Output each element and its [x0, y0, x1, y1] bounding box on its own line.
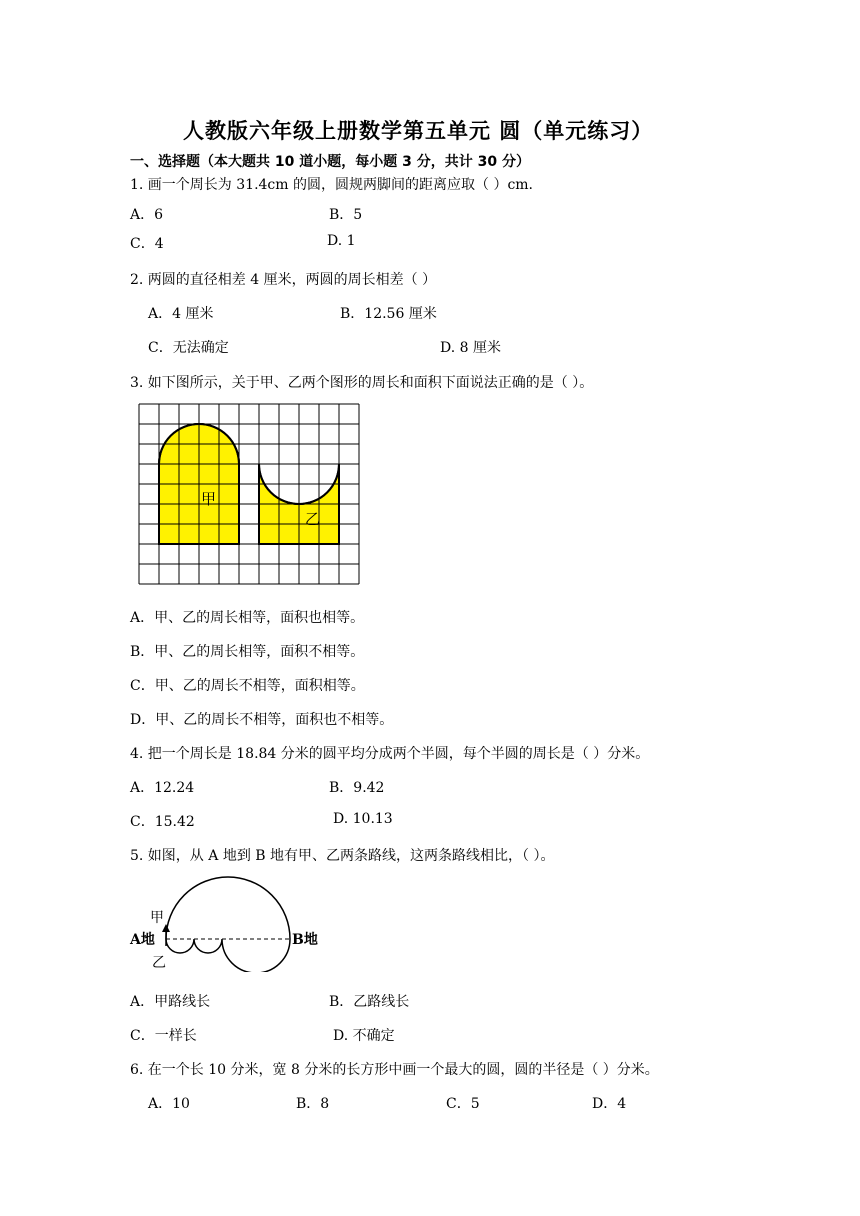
q3-option-a: A．甲、乙的周长相等，面积也相等。	[130, 610, 365, 626]
q5-route-figure	[128, 872, 328, 972]
question-4-stem: 4. 把一个周长是 18.84 分米的圆平均分成两个半圆，每个半圆的周长是（ ）分米。	[130, 746, 650, 762]
q5-option-b: B．乙路线长	[329, 994, 410, 1010]
label-route-jia: 甲	[150, 910, 164, 926]
q4-option-d: D. 10.13	[333, 811, 393, 827]
route-jia	[166, 877, 290, 939]
q1-option-a: A．6	[130, 207, 164, 223]
q4-option-b: B．9.42	[329, 780, 385, 796]
q2-option-a: A．4 厘米	[148, 306, 214, 322]
label-yi: 乙	[305, 510, 321, 528]
q3-grid-figure	[135, 402, 360, 589]
q4-option-c: C．15.42	[130, 814, 195, 830]
q1-option-d: D. 1	[327, 233, 356, 249]
q3-option-d: D．甲、乙的周长不相等，面积也不相等。	[130, 712, 394, 728]
q2-option-b: B．12.56 厘米	[340, 306, 437, 322]
page-title: 人教版六年级上册数学第五单元 圆（单元练习）	[183, 118, 654, 143]
q2-option-d: D. 8 厘米	[440, 340, 501, 356]
label-point-b: B地	[292, 932, 318, 948]
q1-option-c: C．4	[130, 236, 164, 252]
label-point-a: A地	[130, 932, 155, 948]
q4-option-a: A．12.24	[130, 780, 195, 796]
question-6-stem: 6. 在一个长 10 分米，宽 8 分米的长方形中画一个最大的圆，圆的半径是（ ）分米。	[130, 1062, 659, 1078]
q1-option-b: B．5	[329, 207, 363, 223]
q6-option-c: C．5	[446, 1096, 480, 1112]
q6-option-d: D．4	[592, 1096, 627, 1112]
question-2-stem: 2. 两圆的直径相差 4 厘米，两圆的周长相差（ ）	[130, 272, 437, 288]
q2-option-c: C．无法确定	[148, 340, 229, 356]
q5-option-d: D. 不确定	[333, 1028, 395, 1044]
q3-option-b: B．甲、乙的周长相等，面积不相等。	[130, 644, 365, 660]
question-3-stem: 3. 如下图所示，关于甲、乙两个图形的周长和面积下面说法正确的是（ ）。	[130, 375, 594, 391]
question-1-stem: 1. 画一个周长为 31.4cm 的圆，圆规两脚间的距离应取（ ）cm.	[130, 177, 534, 193]
route-yi	[166, 939, 290, 972]
label-jia: 甲	[201, 490, 217, 508]
section-heading: 一、选择题（本大题共 10 道小题，每小题 3 分，共计 30 分）	[130, 154, 530, 170]
q6-option-a: A．10	[148, 1096, 190, 1112]
q3-option-c: C．甲、乙的周长不相等，面积相等。	[130, 678, 365, 694]
label-route-yi: 乙	[152, 955, 166, 971]
q6-option-b: B．8	[296, 1096, 330, 1112]
question-5-stem: 5. 如图，从 A 地到 B 地有甲、乙两条路线，这两条路线相比，（ ）。	[130, 848, 555, 864]
q5-option-a: A．甲路线长	[130, 994, 211, 1010]
q5-option-c: C．一样长	[130, 1028, 197, 1044]
